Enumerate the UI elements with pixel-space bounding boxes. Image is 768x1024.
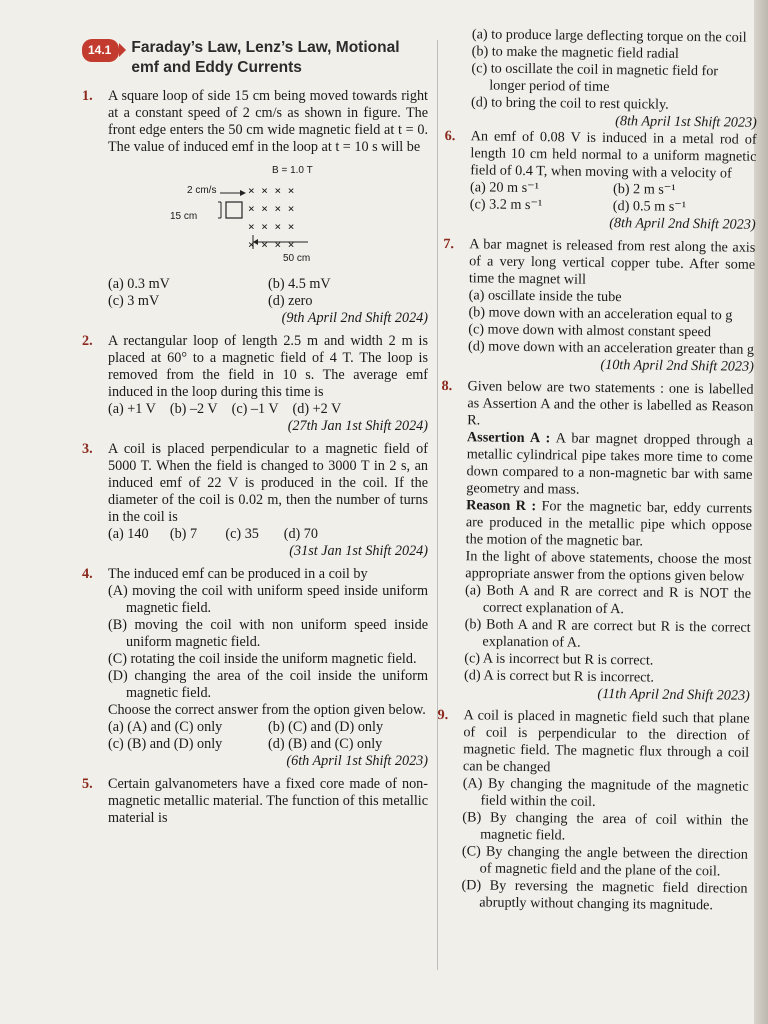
question-text: A bar magnet is released from rest along the axis of a very long vertical copper tube. After some time the magnet will: [468, 236, 756, 288]
option-b: (b) move down with an acceleration equal to g: [468, 304, 733, 324]
exam-reference: (10th April 2nd Shift 2023): [600, 356, 754, 375]
options-row: (a) +1 V (b) –2 V (c) –1 V (d) +2 V: [108, 401, 342, 417]
option-d: (d) to bring the coil to rest quickly.: [470, 94, 669, 113]
exam-reference: (31st Jan 1st Shift 2024): [289, 543, 428, 559]
option-b: (b) 4.5 mV: [268, 276, 331, 292]
question-8: [438, 378, 754, 705]
left-column: [82, 38, 428, 833]
exam-reference: (9th April 2nd Shift 2024): [281, 310, 428, 326]
question-2: [82, 333, 428, 435]
option-d: (d) (B) and (C) only: [268, 736, 383, 752]
question-intro: Given below are two statements : one is labelled as Assertion A and the other is labelled as Reason R.: [467, 378, 754, 429]
statement-d: (D) By reversing the magnetic field direction abruptly without changing its magnitude.: [461, 877, 748, 914]
speed-label: 2 cm/s: [187, 185, 217, 196]
reason: Reason R : For the magnetic bar, eddy currents are produced in the metallic pipe which oppose the motion of the magnetic bar.: [465, 497, 753, 550]
question-number: 6.: [444, 127, 456, 145]
exam-reference: (8th April 1st Shift 2023): [615, 113, 757, 131]
exam-reference: (27th Jan 1st Shift 2024): [287, 418, 428, 434]
option-a: (a) Both A and R are correct and R is NOT the correct explanation of A.: [465, 582, 752, 618]
option-a: (a) to produce large deflecting torque on the coil: [471, 26, 747, 46]
question-6: [444, 128, 757, 234]
question-number: 2.: [82, 333, 93, 349]
choose-text: Choose the correct answer from the option given below.: [108, 702, 426, 718]
topic-header: [82, 38, 428, 78]
right-column: [435, 26, 758, 921]
question-text: The induced emf can be produced in a coil by: [108, 566, 368, 582]
option-c: (c) 3 mV: [108, 293, 160, 309]
question-text: A coil is placed in magnetic field such that plane of coil is perpendicular to the direction of magnetic field. The magnetic flux through a coil can be changed: [462, 707, 750, 776]
question-5: [82, 776, 428, 827]
exam-reference: (11th April 2nd Shift 2023): [597, 685, 750, 704]
question-text: A coil is placed perpendicular to a magnetic field of 5000 T. When the field is changed to 3000 T in 2 s, an induced emf of 22 V is produced in the coil. If the diameter of the coil is 0.02 m, then the number of turns in the coil is: [108, 441, 428, 525]
field-label: B = 1.0 T: [272, 165, 313, 176]
statement-a: (A) moving the coil with uniform speed inside uniform magnetic field.: [108, 583, 428, 616]
statement-d: (D) changing the area of the coil inside the uniform magnetic field.: [108, 668, 428, 701]
statement-c: (C) rotating the coil inside the uniform magnetic field.: [108, 651, 417, 667]
question-number: 5.: [82, 776, 93, 792]
loop-field-figure: [108, 160, 428, 270]
option-d: (d) 0.5 m s⁻¹: [612, 198, 687, 215]
question-number: 4.: [82, 566, 93, 582]
statement-b: (B) By changing the area of coil within the magnetic field.: [462, 809, 749, 844]
question-7: [442, 236, 756, 376]
question-1: [82, 88, 428, 327]
question-number: 1.: [82, 88, 93, 104]
question-number: 7.: [443, 235, 455, 253]
question-3: [82, 441, 428, 560]
option-c: (c) (B) and (D) only: [108, 736, 223, 752]
assertion: Assertion A : A bar magnet dropped through a metallic cylindrical pipe takes more time to come down compared to a non-magnetic bar with same geometry and mass.: [466, 429, 754, 498]
option-a: (a) 20 m s⁻¹: [469, 179, 539, 197]
side-label: 15 cm: [170, 211, 198, 222]
option-c: (c) move down with almost constant speed: [468, 321, 712, 341]
options-row: (a) 140 (b) 7 (c) 35 (d) 70: [108, 526, 318, 542]
choose-text: In the light of above statements, choose the most appropriate answer from the options given below: [465, 548, 752, 585]
question-9: [435, 707, 749, 915]
question-number: 9.: [437, 706, 449, 724]
option-d: (d) zero: [268, 293, 313, 309]
exam-reference: (6th April 1st Shift 2023): [286, 753, 428, 769]
question-5-options: [471, 26, 758, 131]
field-crosses: × × × × × × × × × × × × × × × ×: [248, 184, 295, 251]
option-b: (b) (C) and (D) only: [268, 719, 384, 735]
option-b: (b) Both A and R are correct but R is the correct explanation of A.: [464, 616, 751, 651]
option-a: (a) 0.3 mV: [108, 276, 170, 292]
width-label: 50 cm: [283, 253, 311, 264]
option-c: (c) to oscillate the coil in magnetic field for longer period of time: [471, 60, 719, 96]
exam-reference: (8th April 2nd Shift 2023): [609, 215, 756, 233]
question-text: A rectangular loop of length 2.5 m and width 2 m is placed at 60° to a magnetic field of 4 T. The loop is removed from the field in 10 s. The average emf induced in the loop during this time is: [108, 333, 428, 400]
option-a: (a) oscillate inside the tube: [468, 287, 622, 306]
option-c: (c) A is incorrect but R is correct.: [464, 650, 654, 669]
statement-b: (B) moving the coil with non uniform speed inside uniform magnetic field.: [108, 617, 428, 650]
question-text: Certain galvanometers have a fixed core made of non-magnetic metallic material. The function of this metallic material is: [108, 776, 428, 826]
option-d: (d) move down with an acceleration greater than g: [467, 338, 755, 358]
option-c: (c) 3.2 m s⁻¹: [469, 196, 543, 214]
option-d: (d) A is correct but R is incorrect.: [463, 667, 655, 686]
question-number: 8.: [441, 377, 453, 395]
statement-a: (A) By changing the magnitude of the magnetic field within the coil.: [462, 775, 749, 810]
topic-number-badge: 14.1: [82, 39, 119, 62]
option-b: (b) 2 m s⁻¹: [612, 181, 676, 198]
question-text: A square loop of side 15 cm being moved towards right at a constant speed of 2 cm/s as shown in figure. The front edge enters the 50 cm wide magnetic field at t = 0. The value of induced emf in the loop at t = 10 s will be: [108, 88, 428, 155]
option-a: (a) (A) and (C) only: [108, 719, 223, 735]
question-text: An emf of 0.08 V is induced in a metal rod of length 10 cm held normal to a uniform magnetic field of 0.4 T, when moving with a velocity of: [470, 128, 757, 182]
statement-c: (C) By changing the angle between the direction of magnetic field and the plane of the coil.: [461, 843, 748, 880]
option-b: (b) to make the magnetic field radial: [471, 43, 679, 62]
topic-title: Faraday’s Law, Lenz’s Law, Motional emf and Eddy Currents: [131, 39, 400, 76]
question-number: 3.: [82, 441, 93, 457]
question-4: [82, 566, 428, 770]
